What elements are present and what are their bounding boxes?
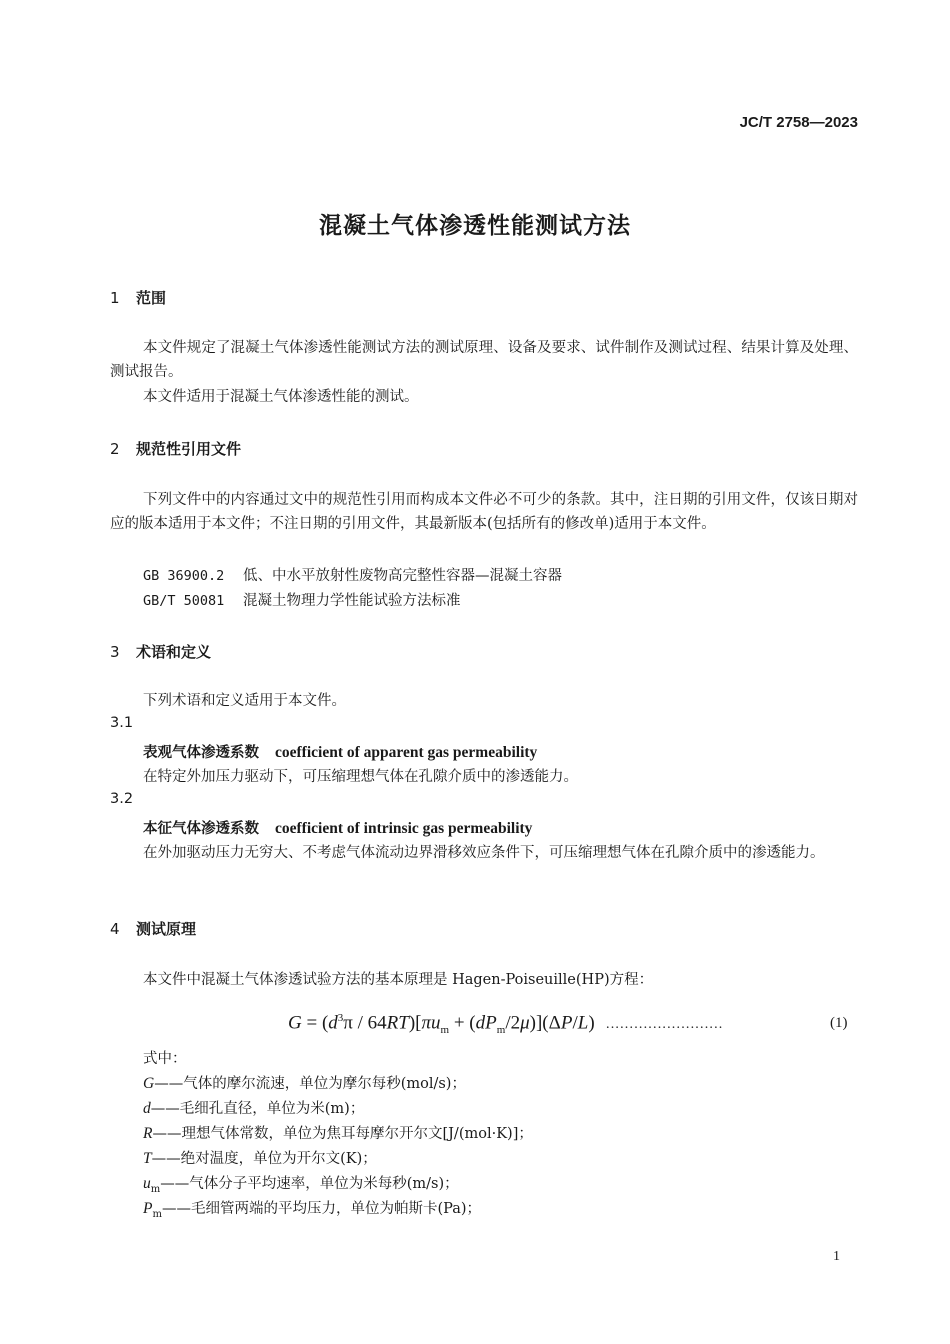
variable-definition (143, 1147, 377, 1168)
term-heading (143, 817, 532, 838)
formula-number: (1) (830, 1015, 848, 1031)
variable-description: ——毛细管两端的平均压力，单位为帕斯卡(Pa)； (161, 1201, 482, 1217)
variable-definition (143, 1122, 533, 1143)
section-4-heading (110, 918, 196, 939)
section-title: 测试原理 (136, 920, 197, 938)
variable-subscript: m (152, 1208, 162, 1220)
variable-definition (143, 1072, 466, 1093)
variable-description: ——毛细孔直径，单位为米(m)； (150, 1101, 365, 1117)
term-definition: 在特定外加压力驱动下，可压缩理想气体在孔隙介质中的渗透能力。 (143, 769, 578, 785)
reference-item (143, 564, 562, 585)
page-number: 1 (833, 1249, 840, 1264)
where-label: 式中： (143, 1051, 187, 1067)
section-number: 1 (110, 289, 120, 307)
reference-item (143, 589, 461, 610)
clause-number: 3.1 (110, 715, 134, 731)
formula-leader: ......................... (606, 1017, 724, 1032)
section-title: 范围 (136, 289, 167, 307)
variable-symbol: T (143, 1150, 152, 1167)
variable-symbol: d (143, 1100, 151, 1117)
section-4-intro: 本文件中混凝土气体渗透试验方法的基本原理是 Hagen-Poiseuille(HP)方程： (143, 972, 654, 988)
variable-definition (143, 1197, 481, 1220)
variable-definition (143, 1097, 364, 1118)
variable-symbol: P (143, 1200, 153, 1217)
section-2-para-1: 下列文件中的内容通过文中的规范性引用而构成本文件必不可少的条款。其中，注日期的引用文件，仅该日期对应的版本适用于本文件；不注日期的引用文件，其最新版本(包括所有的修改单)适用于本文件。 (110, 492, 858, 532)
section-number: 4 (110, 920, 120, 938)
hp-equation: $G = (d^3\pi / 64RT)[\pi u_m + (dP_m/2\mu)](\Delta P/L)$ (288, 1012, 595, 1037)
term-english: coefficient of apparent gas permeability (275, 744, 538, 761)
page-title: 混凝土气体渗透性能测试方法 (319, 213, 631, 239)
section-1-para-2: 本文件适用于混凝土气体渗透性能的测试。 (143, 389, 419, 405)
section-1-para-1: 本文件规定了混凝土气体渗透性能测试方法的测试原理、设备及要求、试件制作及测试过程、结果计算及处理、测试报告。 (110, 340, 858, 380)
reference-code: GB 36900.2 (143, 568, 225, 584)
term-chinese: 本征气体渗透系数 (143, 821, 259, 837)
section-2-heading (110, 438, 241, 459)
clause-number: 3.2 (110, 791, 134, 807)
reference-code: GB/T 50081 (143, 593, 225, 609)
section-1-heading (110, 287, 166, 308)
variable-symbol: G (143, 1075, 155, 1092)
term-definition: 在外加驱动压力无穷大、不考虑气体流动边界滑移效应条件下，可压缩理想气体在孔隙介质中的渗透能力。 (143, 845, 825, 861)
variable-description: ——气体的摩尔流速，单位为摩尔每秒(mol/s)； (154, 1076, 466, 1092)
term-heading (143, 741, 537, 762)
variable-symbol: u (143, 1175, 151, 1192)
variable-description: ——理想气体常数，单位为焦耳每摩尔开尔文[J/(mol·K)]； (152, 1126, 533, 1142)
variable-description: ——绝对温度，单位为开尔文(K)； (151, 1151, 377, 1167)
reference-title: 低、中水平放射性废物高完整性容器—混凝土容器 (243, 568, 562, 584)
variable-subscript: m (150, 1183, 161, 1195)
section-3-intro: 下列术语和定义适用于本文件。 (143, 693, 346, 709)
section-title: 规范性引用文件 (136, 440, 242, 458)
section-number: 2 (110, 440, 120, 458)
reference-title: 混凝土物理力学性能试验方法标准 (243, 593, 461, 609)
section-number: 3 (110, 643, 120, 661)
variable-symbol: R (143, 1125, 153, 1142)
standard-number: JC/T 2758—2023 (739, 114, 858, 131)
term-english: coefficient of intrinsic gas permeability (275, 820, 533, 837)
section-3-heading (110, 641, 211, 662)
variable-definition (143, 1172, 459, 1195)
term-chinese: 表观气体渗透系数 (143, 745, 259, 761)
variable-description: ——气体分子平均速率，单位为米每秒(m/s)； (160, 1176, 459, 1192)
section-title: 术语和定义 (136, 643, 212, 661)
